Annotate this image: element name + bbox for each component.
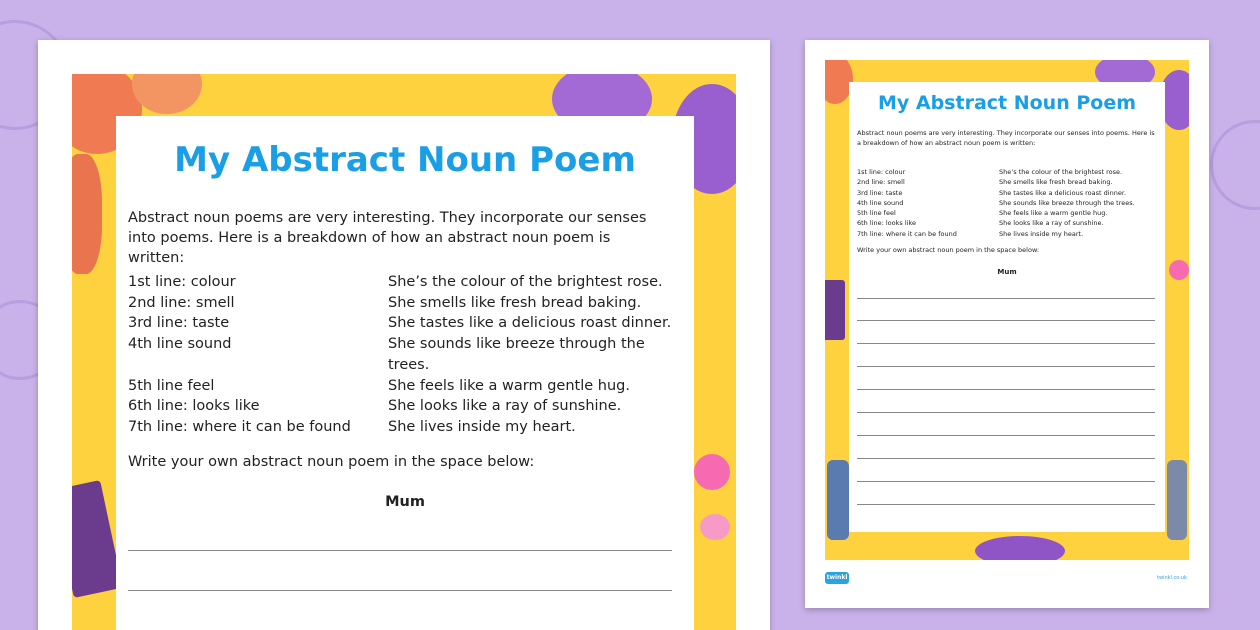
- line-label: 5th line feel: [857, 209, 896, 218]
- line-label: 7th line: where it can be found: [128, 418, 351, 435]
- line-example: She’s the colour of the brightest rose.: [388, 274, 663, 290]
- writing-prompt: Write your own abstract noun poem in the space below:: [857, 246, 1040, 254]
- writing-line: [857, 504, 1155, 505]
- list-item: [128, 376, 688, 397]
- list-item: [128, 396, 688, 417]
- poem-structure-list: [128, 272, 688, 438]
- flower-decoration: [132, 74, 202, 114]
- line-label: 7th line: where it can be found: [857, 229, 957, 238]
- line-label: 1st line: colour: [128, 274, 236, 290]
- twinkl-logo: twinkl: [825, 572, 849, 584]
- writing-line: [857, 435, 1155, 436]
- line-example: She sounds like breeze through the trees.: [388, 336, 645, 373]
- poem-subject: Mum: [385, 494, 425, 510]
- writing-line: [857, 298, 1155, 299]
- line-example: She feels like a warm gentle hug.: [388, 377, 630, 394]
- line-label: 1st line: colour: [857, 168, 906, 176]
- line-label: 6th line: looks like: [857, 219, 916, 228]
- line-example: She looks like a ray of sunshine.: [999, 219, 1104, 228]
- line-example: She tastes like a delicious roast dinner.: [388, 315, 672, 332]
- line-label: 4th line sound: [128, 336, 232, 353]
- content-area: [116, 116, 694, 630]
- heart-decoration: [700, 514, 730, 540]
- line-example: She smells like fresh bread baking.: [388, 294, 642, 311]
- line-example: She smells like fresh bread baking.: [999, 178, 1113, 187]
- worksheet-preview-large: [38, 40, 770, 630]
- children-illustration: [827, 460, 849, 540]
- writing-line: [857, 320, 1155, 321]
- list-item: [857, 198, 1161, 208]
- writing-line: [857, 343, 1155, 344]
- writing-line: [128, 550, 672, 551]
- worksheet-preview-small: [805, 40, 1209, 608]
- list-item: [128, 417, 688, 438]
- page-title: My Abstract Noun Poem: [174, 140, 636, 180]
- line-example: She feels like a warm gentle hug.: [999, 209, 1108, 218]
- line-example: She sounds like breeze through the trees.: [999, 198, 1135, 207]
- list-item: [857, 229, 1161, 239]
- line-label: 2nd line: smell: [128, 294, 235, 311]
- list-item: [857, 167, 1161, 177]
- footer-url: twinkl.co.uk: [1157, 575, 1187, 581]
- poem-structure-list: [857, 167, 1161, 239]
- list-item: [128, 313, 688, 334]
- writing-line: [857, 389, 1155, 390]
- line-label: 4th line sound: [857, 198, 904, 207]
- list-item: [857, 218, 1161, 228]
- line-label: 3rd line: taste: [128, 315, 230, 332]
- line-label: 3rd line: taste: [857, 188, 903, 197]
- line-example: She looks like a ray of sunshine.: [388, 398, 622, 415]
- chocolate-bar-decoration: [825, 280, 845, 340]
- line-example: She lives inside my heart.: [999, 229, 1084, 238]
- line-example: She lives inside my heart.: [388, 418, 576, 435]
- page-title: My Abstract Noun Poem: [877, 92, 1137, 114]
- writing-prompt: Write your own abstract noun poem in the space below:: [128, 454, 535, 470]
- page-border: [825, 60, 1189, 560]
- page-border: [72, 74, 736, 630]
- line-example: She’s the colour of the brightest rose.: [999, 168, 1123, 176]
- list-item: [128, 293, 688, 314]
- writing-line: [857, 366, 1155, 367]
- intro-paragraph: Abstract noun poems are very interesting. They incorporate our senses into poems. Here is a breakdown of how an abstract noun poem is written:: [857, 129, 1155, 147]
- intro-paragraph: Abstract noun poems are very interesting. They incorporate our senses into poems. Here is a breakdown of how an abstract noun poem is written:: [128, 210, 647, 266]
- list-item: [128, 272, 688, 293]
- line-example: She tastes like a delicious roast dinner.: [999, 188, 1126, 197]
- line-label: 2nd line: smell: [857, 178, 905, 187]
- content-area: [849, 82, 1165, 532]
- purple-flower-decoration: [975, 536, 1065, 560]
- poem-subject: Mum: [997, 268, 1017, 276]
- list-item: [857, 177, 1161, 187]
- list-item: [857, 188, 1161, 198]
- line-label: 5th line feel: [128, 377, 215, 394]
- children-illustration: [1167, 460, 1187, 540]
- list-item: [128, 334, 688, 375]
- line-label: 6th line: looks like: [128, 398, 260, 415]
- list-item: [857, 208, 1161, 218]
- background-flower-outline: [1210, 120, 1260, 210]
- writing-line: [857, 481, 1155, 482]
- heart-decoration: [1169, 260, 1189, 280]
- writing-line: [857, 412, 1155, 413]
- writing-line: [857, 458, 1155, 459]
- flower-decoration: [72, 154, 102, 274]
- writing-line: [128, 590, 672, 591]
- heart-decoration: [694, 454, 730, 490]
